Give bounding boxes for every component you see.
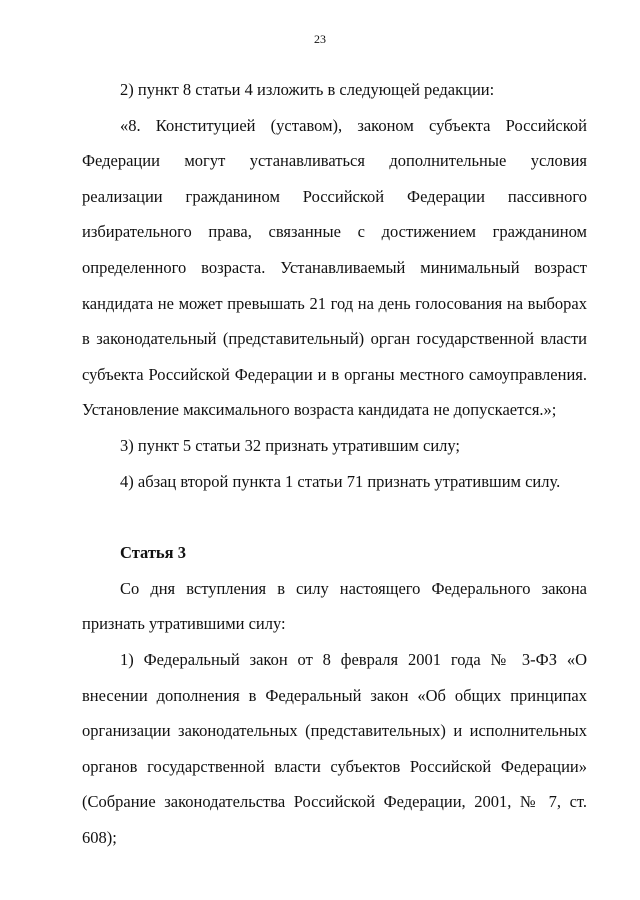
paragraph-item-8-text: «8. Конституцией (уставом), законом субъекта Российской Федерации могут устанавливаться дополнительные условия реализации гражданином Российской Федерации пассивного избирательного права, связанные с достижением гражданином определенного возраста. Устанавливаемый минимальный возраст кандидата не может превышать 21 год на день голосования на выборах в законодательный (представительный) орган государственной власти субъекта Российской Федерации и в органы местного самоуправления. Установление максимального возраста кандидата не допускается.»; <box>82 115 587 420</box>
paragraph-item-2: 2) пункт 8 статьи 4 изложить в следующей редакции: <box>120 80 495 99</box>
paragraph-item-4: 4) абзац второй пункта 1 статьи 71 признать утратившим силу. <box>120 471 561 491</box>
paragraph-item-3: 3) пункт 5 статьи 32 признать утратившим силу; <box>120 435 460 455</box>
document-body <box>82 72 587 855</box>
paragraph-intro: Со дня вступления в силу настоящего Федерального закона признать утратившими силу: <box>82 578 587 634</box>
paragraph-list-item-1: 1) Федеральный закон от 8 февраля 2001 года № 3-ФЗ «О внесении дополнения в Федеральный закон «Об общих принципах организации законодательных (представительных) и исполнительных органов государственной власти субъектов Российской Федерации» (Собрание законодательства Российской Федерации, 2001, № 7, ст. 608); <box>82 649 587 847</box>
page-number: 23 <box>314 32 326 46</box>
article-heading: Статья 3 <box>120 543 186 563</box>
